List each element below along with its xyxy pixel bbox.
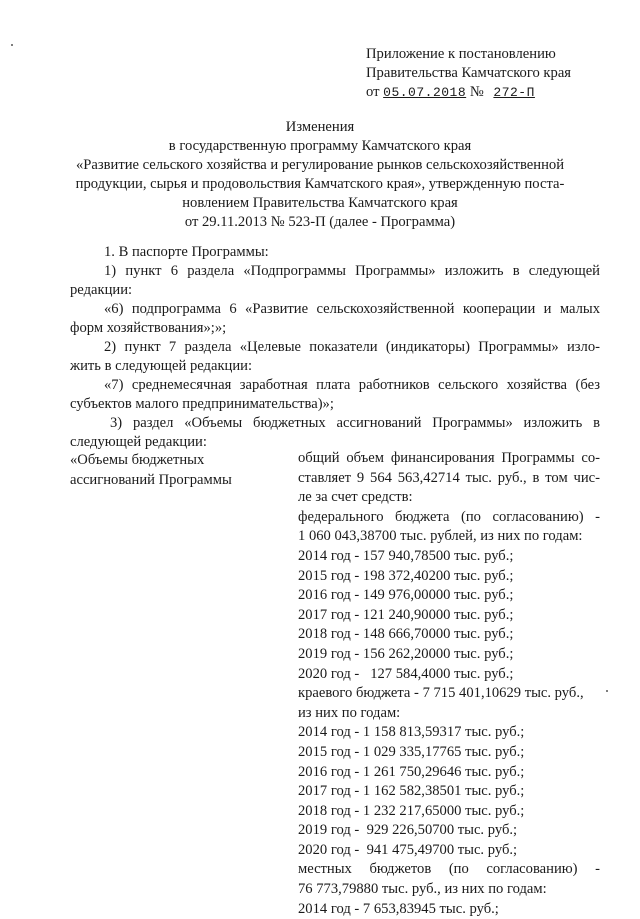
- table-right-line: 2020 год - 127 584,4000 тыс. руб.;: [298, 665, 514, 682]
- table-right-line: 2015 год - 1 029 335,17765 тыс. руб.;: [298, 743, 525, 760]
- table-left-line-1: «Объемы бюджетных: [70, 452, 205, 468]
- table-right-line: 2018 год - 1 232 217,65000 тыс. руб.;: [298, 802, 525, 819]
- paragraph-5-line-1: «7) среднемесячная заработная плата работников сельского хозяйства (без: [104, 377, 600, 393]
- paragraph-3-line-1: «6) подпрограмма 6 «Развитие сельскохозяйственной кооперации и малых: [104, 301, 600, 317]
- table-right-line: 2017 год - 121 240,90000 тыс. руб.;: [298, 606, 514, 623]
- table-right-line: 2020 год - 941 475,49700 тыс. руб.;: [298, 841, 518, 858]
- title-line-6: от 29.11.2013 № 523-П (далее - Программа): [184, 214, 456, 230]
- paragraph-6-line-2: следующей редакции:: [70, 434, 207, 450]
- table-right-line: 2019 год - 156 262,20000 тыс. руб.;: [298, 645, 514, 662]
- order-date: 05.07.2018: [383, 85, 467, 100]
- table-right-line: ле за счет средств:: [298, 489, 413, 506]
- table-right-line: федерального бюджета (по согласованию) -: [298, 508, 600, 525]
- table-right-line: общий объем финансирования Программы со-: [298, 450, 600, 466]
- table-right-line: 2014 год - 7 653,83945 тыс. руб.;: [298, 900, 499, 917]
- table-right-line: 2014 год - 157 940,78500 тыс. руб.;: [298, 547, 514, 564]
- header-line-3: [366, 83, 535, 102]
- table-right-line: 2016 год - 149 976,00000 тыс. руб.;: [298, 587, 514, 604]
- table-left-cell: [70, 450, 280, 490]
- paragraph-4-line-1: 2) пункт 7 раздела «Целевые показатели (индикаторы) Программы» изло-: [104, 339, 600, 355]
- scan-dot: [606, 690, 608, 692]
- table-right-line: 1 060 043,38700 тыс. рублей, из них по годам:: [298, 528, 583, 545]
- title-line-1: Изменения: [285, 119, 355, 135]
- table-left-line-2: ассигнований Программы: [70, 472, 232, 488]
- table-right-line: краевого бюджета - 7 715 401,10629 тыс. руб.,: [298, 685, 584, 702]
- number-prefix: №: [469, 84, 484, 100]
- title-line-2: в государственную программу Камчатского края: [168, 138, 472, 154]
- header-line-2: Правительства Камчатского края: [366, 65, 572, 81]
- title-line-5: новлением Правительства Камчатского края: [182, 195, 458, 211]
- table-right-line: 2018 год - 148 666,70000 тыс. руб.;: [298, 626, 514, 643]
- table-right-line: 2014 год - 1 158 813,59317 тыс. руб.;: [298, 724, 525, 741]
- header-line-1: Приложение к постановлению: [366, 46, 556, 62]
- paragraph-2-line-2: редакции:: [70, 282, 133, 298]
- table-right-line: ставляет 9 564 563,42714 тыс. руб., в том чис-: [298, 469, 600, 486]
- paragraph-5-line-2: субъектов малого предпринимательства)»;: [70, 396, 334, 412]
- title-line-3: «Развитие сельского хозяйства и регулирование рынков сельскохозяйственной: [75, 157, 565, 173]
- paragraph-1: 1. В паспорте Программы:: [104, 244, 269, 260]
- table-right-line: местных бюджетов (по согласованию) -: [298, 861, 600, 878]
- table-right-line: 2019 год - 929 226,50700 тыс. руб.;: [298, 822, 518, 839]
- table-right-line: из них по годам:: [298, 704, 401, 721]
- title-line-4: продукции, сырья и продовольствия Камчатского края», утвержденную поста-: [75, 176, 565, 192]
- table-right-line: 2017 год - 1 162 582,38501 тыс. руб.;: [298, 783, 525, 800]
- paragraph-6-line-1: 3) раздел «Объемы бюджетных ассигнований Программы» изложить в: [110, 415, 600, 431]
- paragraph-4-line-2: жить в следующей редакции:: [70, 358, 253, 374]
- order-number: 272-П: [493, 85, 535, 100]
- table-right-cell: [298, 449, 600, 919]
- paragraph-3-line-2: форм хозяйствования»;»;: [70, 320, 227, 336]
- scan-dot: [11, 44, 13, 46]
- table-right-line: 76 773,79880 тыс. руб., из них по годам:: [298, 881, 547, 898]
- table-right-line: 2016 год - 1 261 750,29646 тыс. руб.;: [298, 763, 525, 780]
- paragraph-2-line-1: 1) пункт 6 раздела «Подпрограммы Программы» изложить в следующей: [104, 263, 600, 279]
- from-prefix: от: [366, 84, 380, 100]
- table-right-line: 2015 год - 198 372,40200 тыс. руб.;: [298, 567, 514, 584]
